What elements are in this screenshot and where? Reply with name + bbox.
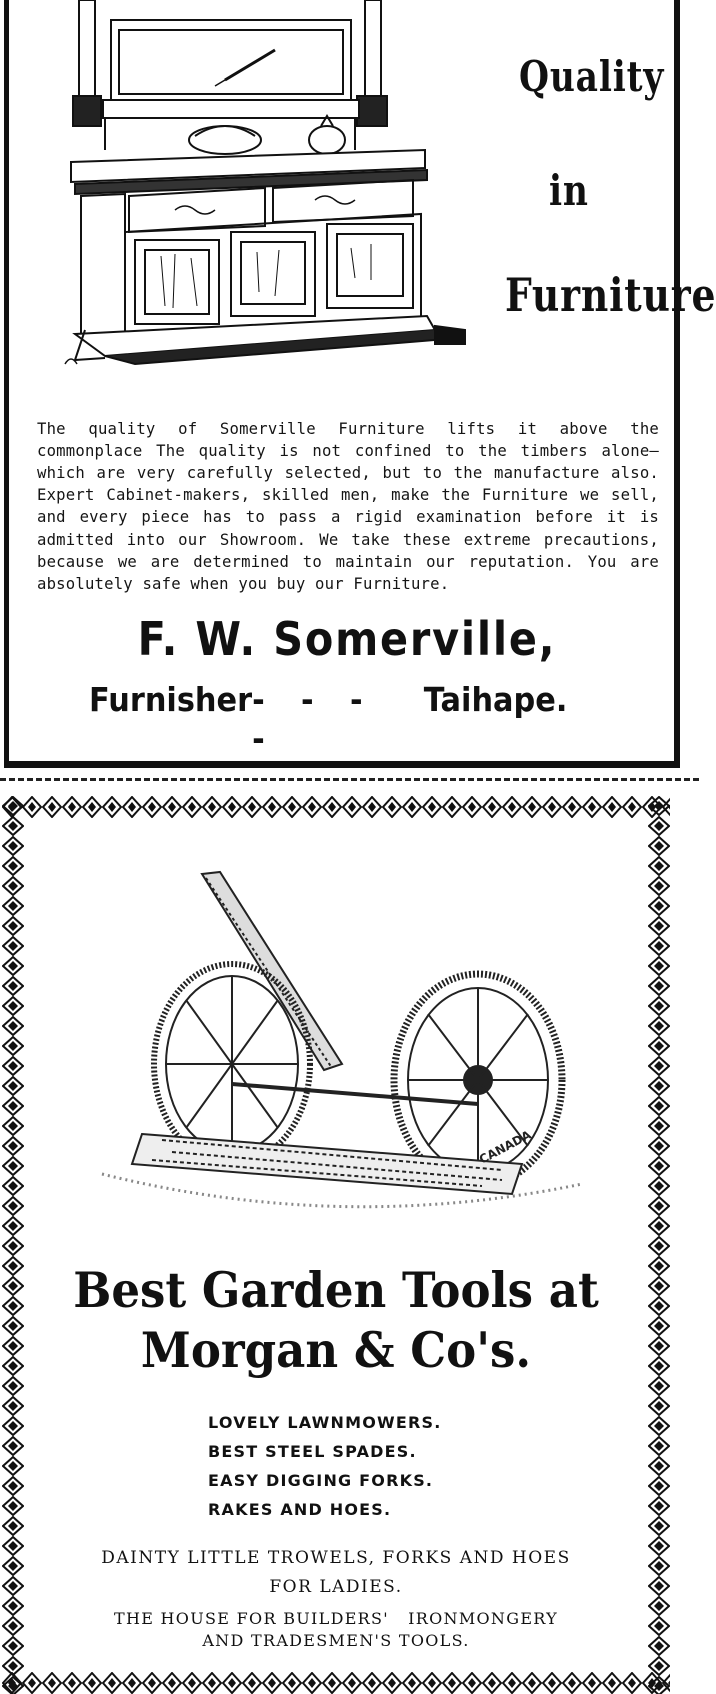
ornamental-border-right xyxy=(648,796,670,1694)
heading-furniture: Furniture xyxy=(505,268,716,322)
heading-quality: Quality xyxy=(519,52,665,101)
list-item: RAKES AND HOES. xyxy=(208,1500,392,1519)
advertiser-separator: - - - - xyxy=(252,680,376,758)
advertiser-name: F. W. Somerville, xyxy=(137,612,557,666)
ornamental-border-left xyxy=(2,796,24,1694)
furniture-advertisement xyxy=(4,0,716,768)
lawnmower-illustration xyxy=(102,864,582,1234)
ladies-line-1: DAINTY LITTLE TROWELS, FORKS AND HOES xyxy=(101,1548,571,1568)
garden-title-line-2: Morgan & Co's. xyxy=(140,1320,532,1379)
mower-wheel-text: CANADA xyxy=(476,1127,534,1167)
furniture-body-text: The quality of Somerville Furniture lifts it above the commonplace The quality is not confined to the timbers alone—which are very carefully selected, but to the manufacture also. Expert Cabinet-makers, skilled men, make the Furniture we sell, and every piece has to pass a rigid examination before it is admitted into our Showroom. We take these extreme precautions, because we are determined to maintain our reputation. You are absolutely safe when you buy our Furniture. xyxy=(37,419,659,594)
house-line-2: AND TRADESMEN'S TOOLS. xyxy=(202,1631,470,1650)
ornamental-border-top xyxy=(2,796,670,818)
list-item: EASY DIGGING FORKS. xyxy=(208,1471,434,1490)
list-item: LOVELY LAWNMOWERS. xyxy=(208,1413,442,1432)
divider-rule xyxy=(0,778,700,781)
house-tagline xyxy=(42,1608,630,1652)
advertiser-line xyxy=(89,680,567,758)
garden-tools-advertisement xyxy=(2,796,670,1694)
advertiser-role: Furnisher xyxy=(89,680,253,719)
house-line-1: THE HOUSE FOR BUILDERS' IRONMONGERY xyxy=(113,1609,559,1628)
garden-title-line-1: Best Garden Tools at xyxy=(73,1261,599,1319)
ladies-line-2: FOR LADIES. xyxy=(269,1577,403,1597)
sideboard-illustration xyxy=(65,0,485,384)
garden-ad-title xyxy=(29,1261,644,1379)
ornamental-border-bottom xyxy=(2,1672,670,1694)
garden-items-list xyxy=(208,1408,568,1524)
ladies-tools-line xyxy=(42,1544,630,1602)
advertiser-town: Taihape. xyxy=(423,680,568,719)
list-item: BEST STEEL SPADES. xyxy=(208,1442,417,1461)
heading-in: in xyxy=(549,166,589,215)
